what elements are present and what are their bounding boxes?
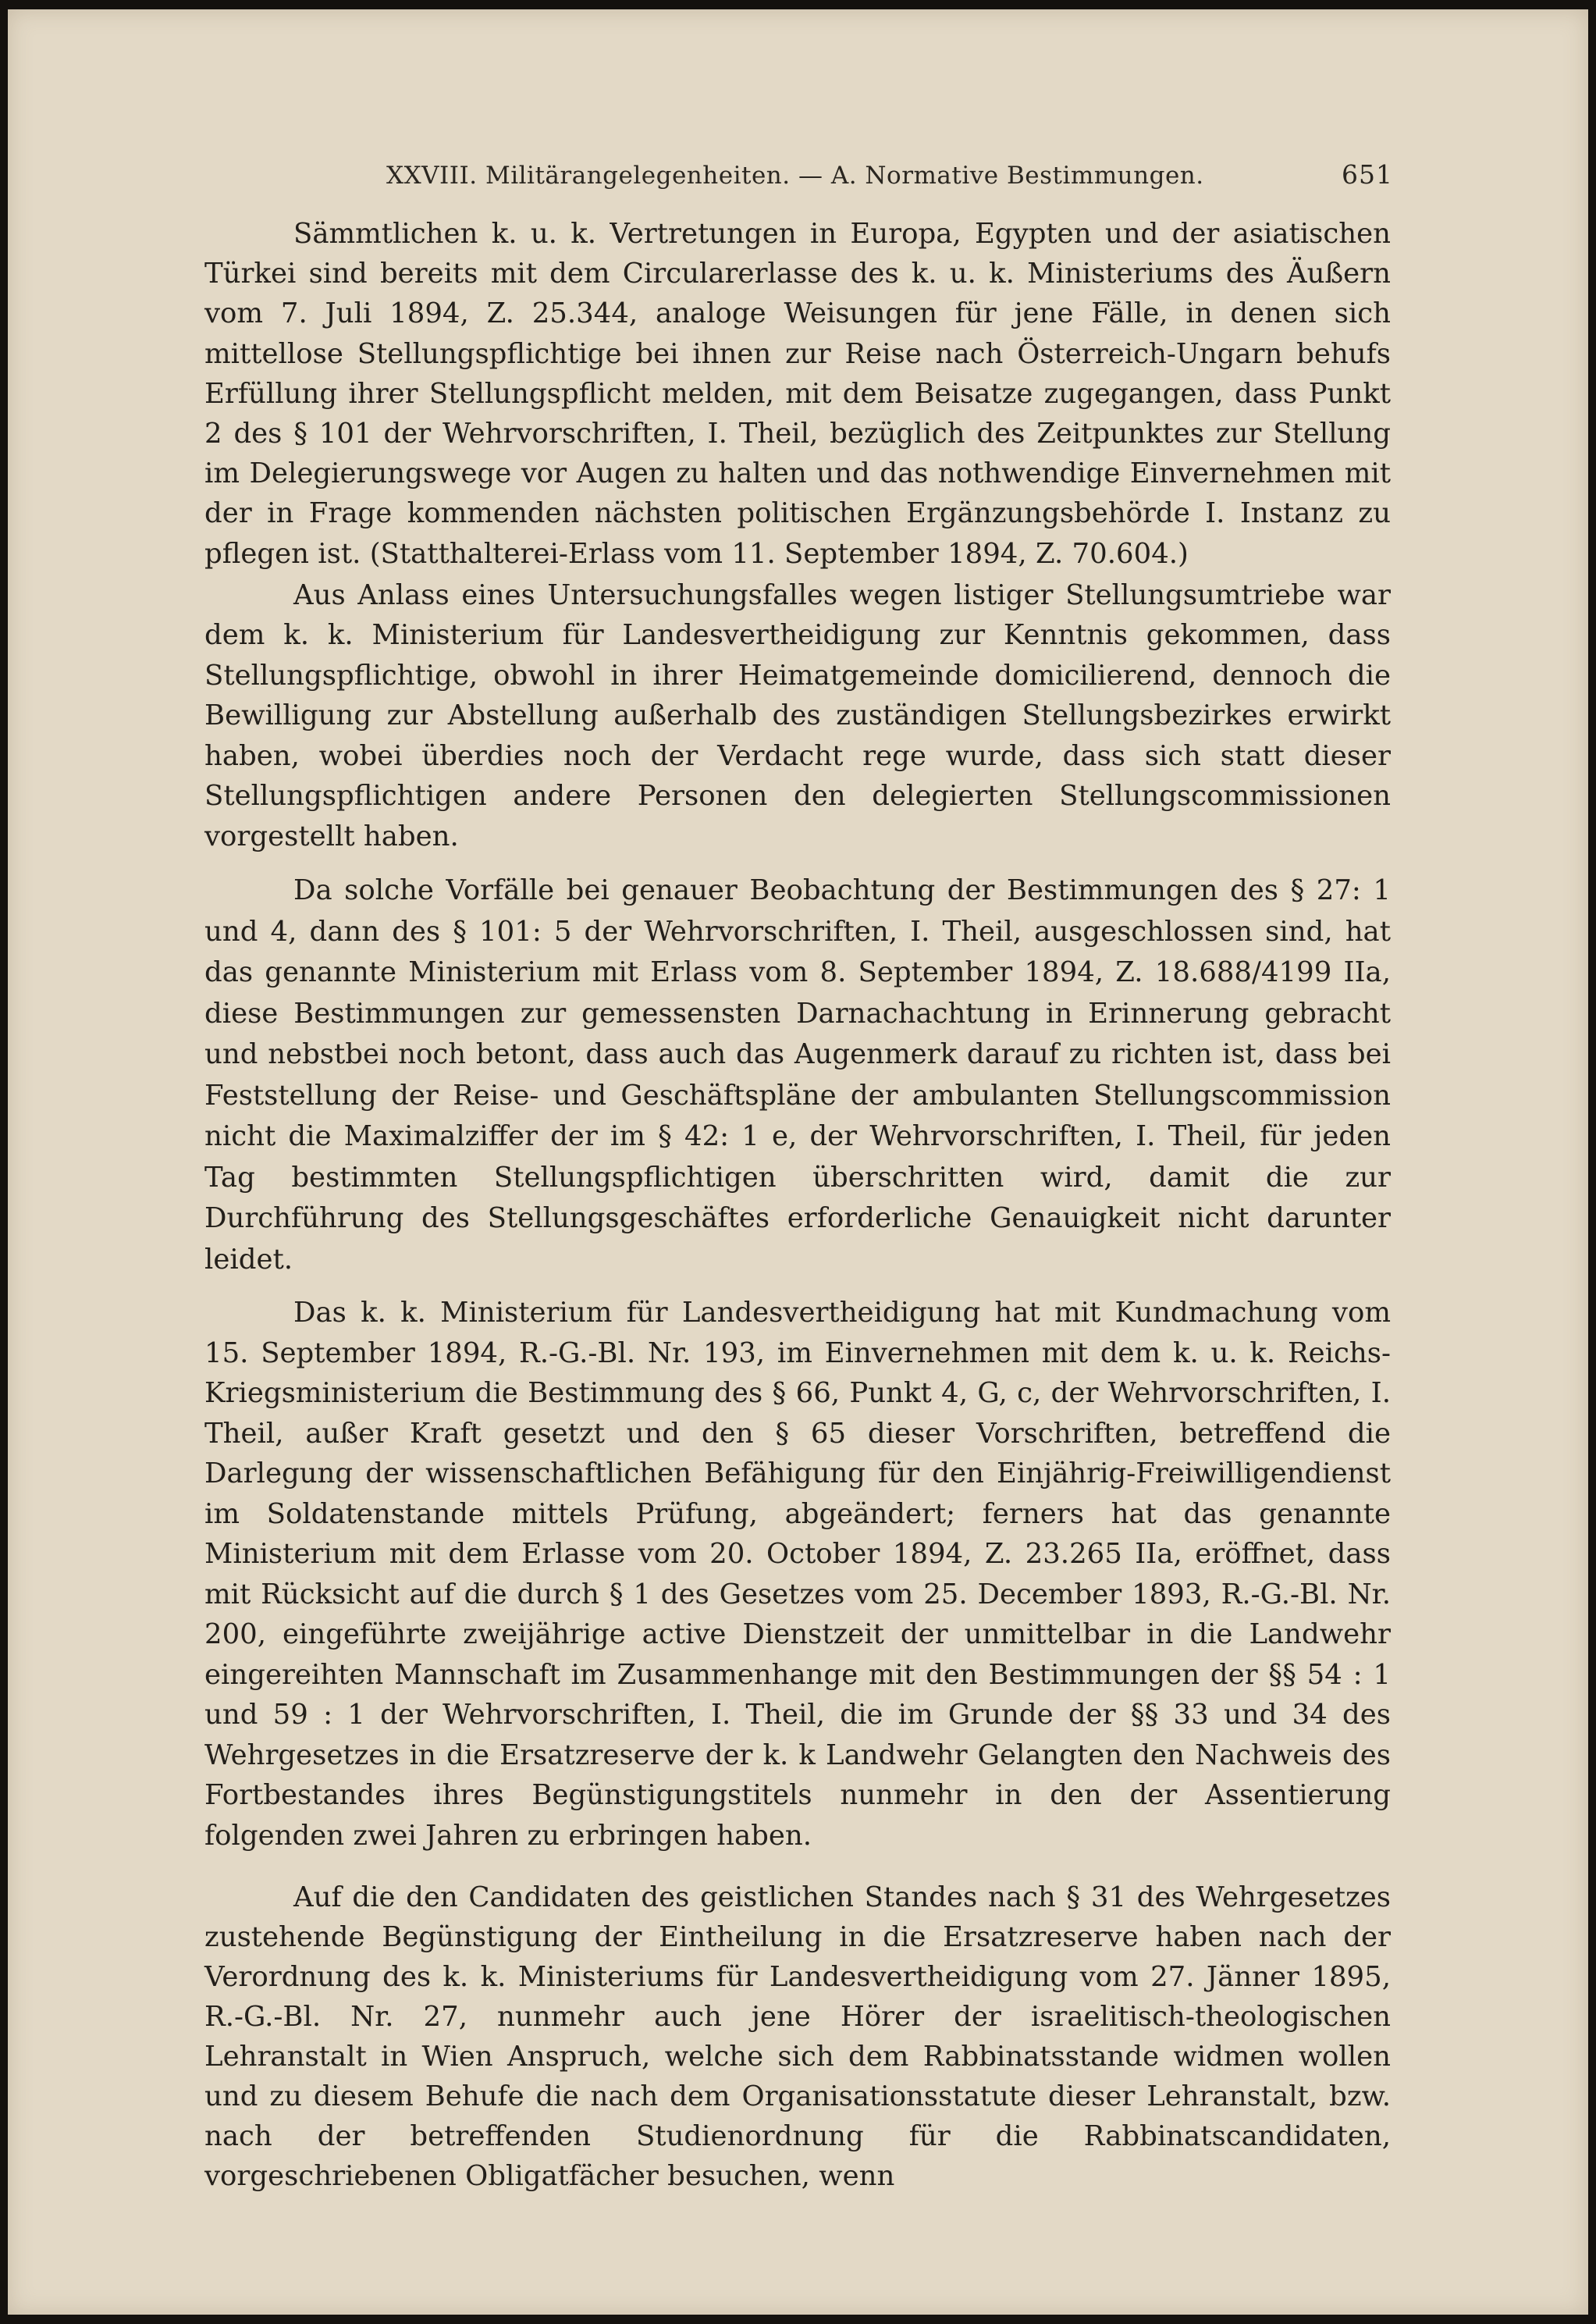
running-title: XXVIII. Militärangelegenheiten. — A. Normative Bestimmungen. — [386, 162, 1204, 190]
page-header — [386, 159, 1393, 200]
page-number: 651 — [1342, 159, 1393, 190]
paragraph: Aus Anlass eines Untersuchungsfalles wegen listiger Stellungsumtriebe war dem k. k. Ministerium für Landesvertheidigung zur Kenntnis gekommen, dass Stellungspflichtige, obwohl in ihrer Heimatgemeinde domicilierend, dennoch die Bewilligung zur Abstellung außerhalb des zuständigen Stellungsbezirkes erwirkt haben, wobei überdies noch der Verdacht rege wurde, dass sich statt dieser Stellungspflichtigen andere Personen den delegierten Stellungscommissionen vorgestellt haben. — [204, 578, 1391, 852]
body-text — [204, 214, 1391, 2196]
paragraph: Da solche Vorfälle bei genauer Beobachtung der Bestimmungen des § 27: 1 und 4, dann des § 101: 5 der Wehrvorschriften, I. Theil, ausgeschlossen sind, hat das genannte Ministerium mit Erlass vom 8. September 1894, Z. 18.688/4199 IIa, diese Bestimmungen zur gemessensten Darnachachtung in Erinnerung gebracht und nebstbei noch betont, dass auch das Augenmerk darauf zu richten ist, dass bei Feststellung der Reise- und Geschäftspläne der ambulanten Stellungscommission nicht die Maximalziffer der im § 42: 1 e, der Wehrvorschriften, I. Theil, für jeden Tag bestimmten Stellungspflichtigen überschritten wird, damit die zur Durchführung des Stellungsgeschäftes erforderliche Genauigkeit nicht darunter leidet. — [204, 874, 1391, 1276]
paragraph: Auf die den Candidaten des geistlichen Standes nach § 31 des Wehrgesetzes zustehende Begünstigung der Eintheilung in die Ersatzreserve haben nach der Verordnung des k. k. Ministeriums für Landesvertheidigung vom 27. Jänner 1895, R.-G.-Bl. Nr. 27, nunmehr auch jene Hörer der israelitisch-theologischen Lehranstalt in Wien Anspruch, welche sich dem Rabbinatsstande widmen wollen und zu diesem Behufe die nach dem Organisationsstatute dieser Lehranstalt, bzw. nach der betreffenden Studienordnung für die Rabbinatscandidaten, vorgeschriebenen Obligatfächer besuchen, wenn — [204, 1881, 1391, 2193]
paragraph: Das k. k. Ministerium für Landesvertheidigung hat mit Kundmachung vom 15. September 1894, R.-G.-Bl. Nr. 193, im Einvernehmen mit dem k. u. k. Reichs-Kriegsministerium die Bestimmung des § 66, Punkt 4, G, c, der Wehrvorschriften, I. Theil, außer Kraft gesetzt und den § 65 dieser Vorschriften, betreffend die Darlegung der wissenschaftlichen Befähigung für den Einjährig-Freiwilligendienst im Soldatenstande mittels Prüfung, abgeändert; ferners hat das genannte Ministerium mit dem Erlasse vom 20. October 1894, Z. 23.265 IIa, eröffnet, dass mit Rücksicht auf die durch § 1 des Gesetzes vom 25. December 1893, R.-G.-Bl. Nr. 200, eingeführte zweijährige active Dienstzeit der unmittelbar in die Landwehr eingereihten Mannschaft im Zusammenhange mit den Bestimmungen der §§ 54 : 1 und 59 : 1 der Wehrvorschriften, I. Theil, die im Grunde der §§ 33 und 34 des Wehrgesetzes in die Ersatzreserve der k. k Landwehr Gelangten den Nachweis des Fortbestandes ihres Begünstigungstitels nunmehr in den der Assentierung folgenden zwei Jahren zu erbringen haben. — [204, 1297, 1391, 1852]
paragraph: Sämmtlichen k. u. k. Vertretungen in Europa, Egypten und der asiatischen Türkei sind bereits mit dem Circularerlasse des k. u. k. Ministeriums des Äußern vom 7. Juli 1894, Z. 25.344, analoge Weisungen für jene Fälle, in denen sich mittellose Stellungspflichtige bei ihnen zur Reise nach Österreich-Ungarn behufs Erfüllung ihrer Stellungspflicht melden, mit dem Beisatze zugegangen, dass Punkt 2 des § 101 der Wehrvorschriften, I. Theil, bezüglich des Zeitpunktes zur Stellung im Delegierungswege vor Augen zu halten und das nothwendige Einvernehmen mit der in Frage kommenden nächsten politischen Ergänzungsbehörde I. Instanz zu pflegen ist. (Statthalterei-Erlass vom 11. September 1894, Z. 70.604.) — [204, 218, 1391, 570]
book-page — [8, 9, 1588, 2315]
